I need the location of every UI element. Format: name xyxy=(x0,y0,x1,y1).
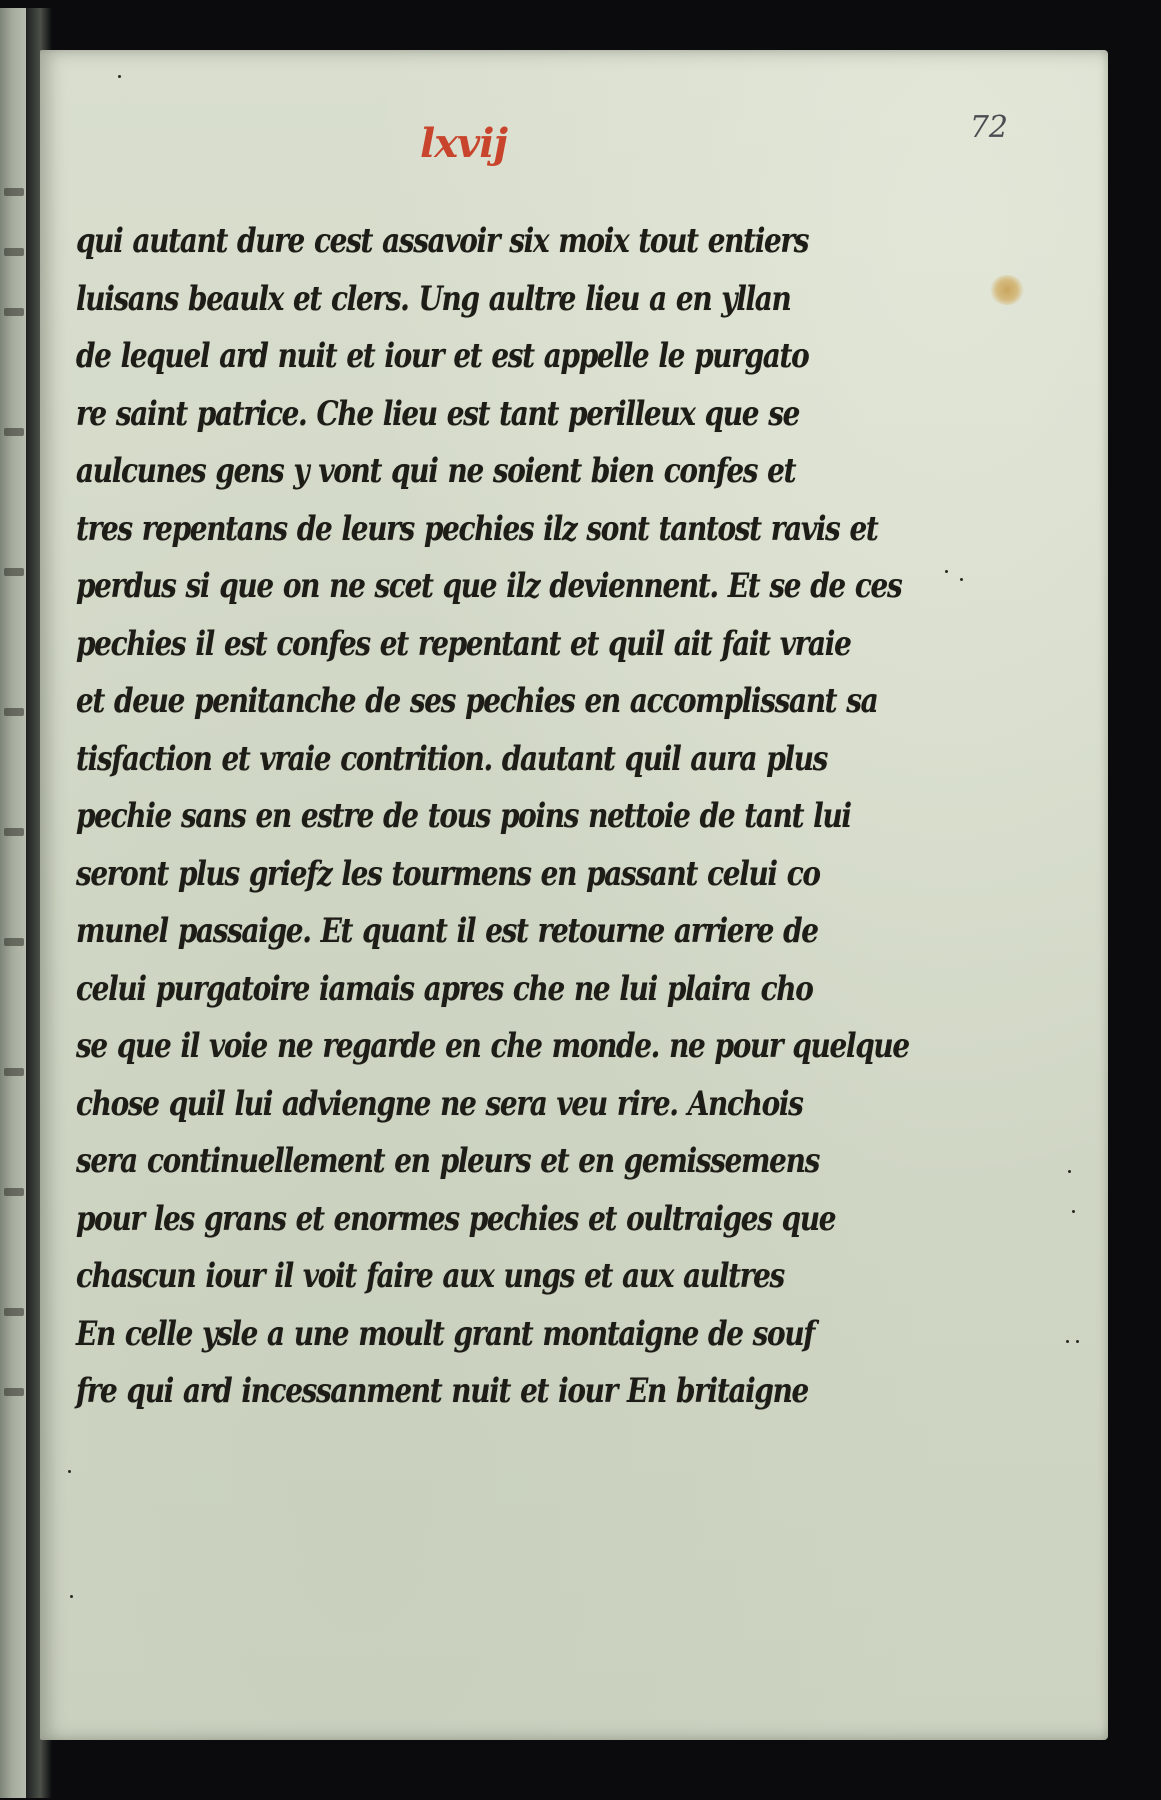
parchment-speck xyxy=(1072,1210,1075,1213)
text-line: luisans beaulx et clers. Ung aultre lieu a en yllan xyxy=(76,278,791,319)
text-line: sera continuellement en pleurs et en gemissemens xyxy=(76,1141,819,1181)
adjacent-leaf-ink xyxy=(4,1308,24,1316)
parchment-speck xyxy=(1066,1340,1069,1343)
text-line: seront plus griefz les tourmens en passant celui co xyxy=(76,853,820,894)
text-line: pechie sans en estre de tous poins nettoie de tant lui xyxy=(76,796,851,836)
parchment-speck xyxy=(960,578,963,581)
text-line: se que il voie ne regarde en che monde. ne pour quelque xyxy=(76,1026,909,1066)
adjacent-leaf-ink xyxy=(4,1068,24,1076)
adjacent-leaf-ink xyxy=(4,708,24,716)
text-line: re saint patrice. Che lieu est tant perilleux que se xyxy=(76,393,800,434)
text-line: celui purgatoire iamais apres che ne lui plaira cho xyxy=(76,968,813,1009)
parchment-speck xyxy=(1076,1340,1079,1343)
text-line: et deue penitanche de ses pechies en accomplissant sa xyxy=(76,681,878,721)
parchment-speck xyxy=(70,1595,73,1598)
adjacent-leaf-ink xyxy=(4,248,24,256)
text-line: tisfaction et vraie contrition. dautant quil aura plus xyxy=(76,738,828,779)
parchment-speck xyxy=(945,570,948,573)
text-line: En celle ysle a une moult grant montaigne de souf xyxy=(76,1313,814,1354)
adjacent-leaf-ink xyxy=(4,188,24,196)
adjacent-leaf-ink xyxy=(4,568,24,576)
text-line: chascun iour il voit faire aux ungs et aux aultres xyxy=(76,1256,784,1296)
text-line: pour les grans et enormes pechies et oultraiges que xyxy=(76,1198,836,1239)
adjacent-leaf-ink xyxy=(4,428,24,436)
text-line: perdus si que on ne scet que ilz deviennent. Et se de ces xyxy=(76,566,902,606)
parchment-stain xyxy=(990,275,1024,305)
adjacent-leaf-ink xyxy=(4,938,24,946)
text-line: munel passaige. Et quant il est retourne arriere de xyxy=(76,911,818,951)
parchment-speck xyxy=(1068,1170,1071,1173)
text-line: aulcunes gens y vont qui ne soient bien confes et xyxy=(76,451,796,491)
text-line: tres repentans de leurs pechies ilz sont tantost ravis et xyxy=(76,508,878,549)
adjacent-leaf-ink xyxy=(4,1388,24,1396)
folio-number: 72 xyxy=(969,110,1008,145)
text-line: pechies il est confes et repentant et quil ait fait vraie xyxy=(76,623,851,664)
adjacent-leaf-ink xyxy=(4,828,24,836)
adjacent-leaf-ink xyxy=(4,1188,24,1196)
adjacent-leaf xyxy=(0,8,28,1798)
text-line: qui autant dure cest assavoir six moix tout entiers xyxy=(76,221,809,261)
folio-page xyxy=(40,50,1108,1740)
text-line: de lequel ard nuit et iour et est appelle le purgato xyxy=(76,336,809,376)
text-line: fre qui ard incessanment nuit et iour En britaigne xyxy=(76,1371,808,1411)
manuscript-text-block xyxy=(76,213,909,1421)
rubric-chapter-number: lxvij xyxy=(420,120,507,167)
text-line: chose quil lui adviengne ne sera veu rire. Anchois xyxy=(76,1083,803,1124)
parchment-speck xyxy=(68,1470,71,1473)
adjacent-leaf-ink xyxy=(4,308,24,316)
parchment-speck xyxy=(118,75,121,78)
